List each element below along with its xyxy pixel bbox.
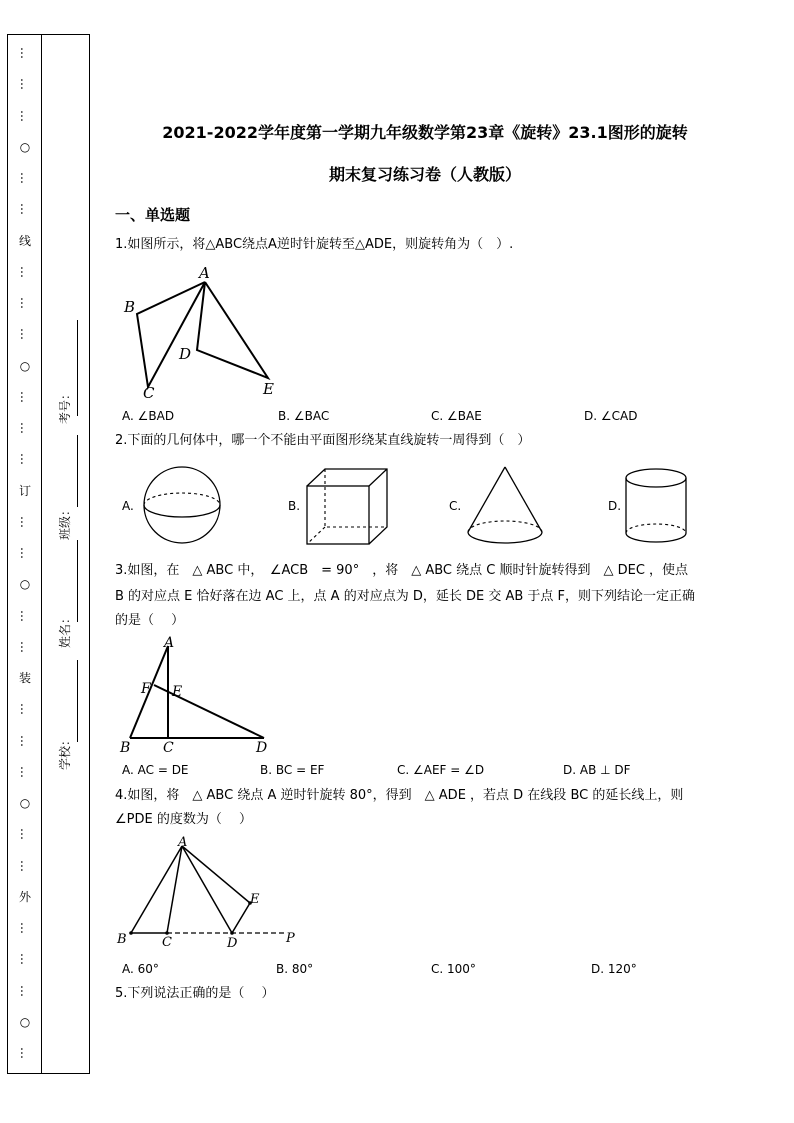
cut-dots: …: [18, 328, 32, 341]
q3-option-c[interactable]: C. ∠AEF = ∠D: [397, 763, 485, 777]
cut-circle: ○: [19, 1014, 31, 1029]
label-b: B: [124, 298, 136, 316]
cut-dots: …: [18, 47, 32, 59]
field-school: [56, 660, 80, 770]
cut-dots: …: [18, 422, 32, 434]
question-4-line-2: ∠PDE 的度数为（ ）: [115, 812, 252, 827]
label-e: E: [172, 684, 183, 700]
cut-dots: …: [18, 203, 32, 216]
field-label-school: 学校：: [58, 733, 72, 770]
cut-dots: …: [18, 172, 32, 184]
question-3-figure: [114, 632, 284, 758]
question-5-text: 5.下列说法正确的是（ ）: [115, 986, 275, 1001]
q3-option-a[interactable]: A. AC = DE: [122, 763, 189, 777]
q4-option-c[interactable]: C. 100°: [431, 962, 476, 976]
label-d: D: [227, 936, 238, 950]
cube-figure: [304, 467, 390, 547]
field-label-exam-number: 考号：: [58, 387, 72, 424]
cut-dots: …: [18, 859, 32, 872]
q1-option-a[interactable]: A. ∠BAD: [122, 409, 175, 423]
question-4-line-1: 4.如图，将 △ ABC 绕点 A 逆时针旋转 80°，得到 △ ADE ，若点 D 在线段 BC 的延长线上，则: [115, 788, 684, 803]
q3-option-b[interactable]: B. BC = EF: [260, 763, 325, 777]
q2-option-c[interactable]: C.: [449, 499, 462, 513]
question-3-line-2: B 的对应点 E 恰好落在边 AC 上，点 A 的对应点为 D，延长 DE 交 AB 于点 F，则下列结论一定正确: [115, 589, 696, 604]
sphere-figure: [140, 466, 225, 546]
question-2-text: 2.下面的几何体中，哪一个不能由平面图形绕某直线旋转一周得到（ ）: [115, 433, 531, 448]
cut-label: 订: [18, 483, 31, 498]
label-d: D: [179, 345, 192, 363]
label-a: A: [164, 635, 175, 651]
cut-circle: ○: [19, 577, 31, 592]
cut-dots: …: [18, 297, 32, 309]
cut-circle: ○: [19, 139, 31, 154]
label-a: A: [199, 264, 210, 282]
field-label-class: 班级：: [58, 503, 72, 540]
cut-dots: …: [18, 109, 32, 122]
label-b: B: [120, 740, 131, 756]
cut-dots: …: [18, 515, 32, 528]
triangle-abc: [137, 282, 205, 387]
q4-option-a[interactable]: A. 60°: [122, 962, 159, 976]
q2-option-b[interactable]: B.: [288, 499, 301, 513]
cone-figure: [465, 464, 545, 548]
cut-dots: …: [18, 609, 32, 622]
label-b: B: [117, 932, 127, 947]
question-1-text: 1.如图所示，将△ABC绕点A逆时针旋转至△ADE，则旋转角为（ ）.: [115, 237, 514, 252]
field-underline: [77, 320, 78, 416]
cut-label: 线: [18, 233, 31, 248]
cut-label: 外: [18, 889, 31, 904]
cut-label: 装: [18, 671, 31, 685]
q2-option-a[interactable]: A.: [122, 499, 134, 513]
question-3-line-3: 的是（ ）: [115, 613, 185, 628]
q1-option-d[interactable]: D. ∠CAD: [584, 409, 638, 423]
q4-option-b[interactable]: B. 80°: [276, 962, 314, 976]
q3-option-d[interactable]: D. AB ⊥ DF: [563, 763, 631, 777]
field-exam-number: [56, 320, 80, 430]
cut-dots: …: [18, 984, 32, 997]
label-c: C: [162, 935, 172, 950]
q4-option-d[interactable]: D. 120°: [591, 962, 637, 976]
cut-dots: …: [18, 703, 32, 716]
field-underline: [77, 660, 78, 742]
label-f: F: [141, 681, 151, 697]
cut-dots: …: [18, 390, 32, 403]
field-label-name: 姓名：: [58, 611, 72, 648]
field-underline: [77, 540, 78, 622]
cut-dots: …: [18, 547, 32, 559]
label-c: C: [143, 384, 155, 402]
page-subtitle: 期末复习练习卷（人教版）: [328, 165, 521, 184]
q1-option-b[interactable]: B. ∠BAC: [278, 409, 330, 423]
cut-dots: …: [18, 640, 32, 653]
cut-dots: …: [18, 453, 32, 466]
cut-circle: ○: [19, 358, 31, 373]
cut-dots: …: [18, 922, 32, 934]
page-title: 2021-2022学年度第一学期九年级数学第23章《旋转》23.1图形的旋转: [162, 123, 688, 142]
label-d: D: [256, 740, 268, 756]
label-e: E: [263, 380, 274, 398]
section-title: 一、单选题: [115, 206, 191, 224]
cut-line-marks: [18, 34, 32, 1074]
question-4-figure: [114, 834, 304, 950]
field-underline: [77, 435, 78, 507]
label-e: E: [250, 892, 260, 907]
question-1-figure: [118, 262, 288, 402]
label-c: C: [163, 740, 174, 756]
label-a: A: [178, 835, 188, 850]
field-name: [56, 540, 80, 650]
q2-option-d[interactable]: D.: [608, 499, 622, 513]
field-class: [56, 430, 80, 540]
cut-dots: …: [18, 953, 32, 966]
cylinder-figure: [624, 466, 690, 548]
cut-dots: …: [18, 78, 32, 91]
cut-dots: …: [18, 828, 32, 841]
cut-circle: ○: [19, 796, 31, 810]
cut-dots: …: [18, 734, 32, 747]
cut-dots: …: [18, 765, 32, 778]
triangle-ade: [197, 282, 268, 378]
q1-option-c[interactable]: C. ∠BAE: [431, 409, 482, 423]
cut-dots: …: [18, 265, 32, 278]
question-3-line-1: 3.如图，在 △ ABC 中， ∠ACB = 90° ，将 △ ABC 绕点 C 顺时针旋转得到 △ DEC ，使点: [115, 563, 689, 578]
label-p: P: [286, 931, 295, 946]
cut-dots: …: [18, 1047, 32, 1059]
binding-divider: [41, 35, 42, 1073]
